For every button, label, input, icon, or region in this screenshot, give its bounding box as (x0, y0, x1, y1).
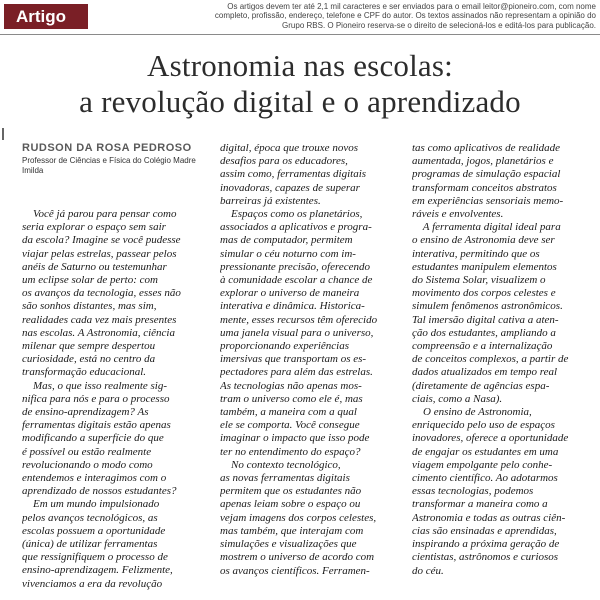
article-text-line: são sonhos distantes, mas sim, (22, 300, 157, 313)
article-text-line: inovadores, oferece a oportunidade (412, 432, 569, 445)
article-text-line: permitem que os estudantes não (220, 485, 362, 498)
article-text-line: ter no entendimento do espaço? (220, 445, 361, 458)
article-text-line: ráveis e envolventes. (412, 208, 504, 221)
article-text-line: Espaços como os planetários, (220, 208, 363, 221)
article-text-line: as novas ferramentas digitais (220, 472, 350, 485)
article-text-line: que ressignifiquem o processo de (22, 551, 168, 564)
article-text-line: explorar o universo de maneira (220, 287, 360, 300)
author-role (22, 156, 218, 176)
submission-note-line: Os artigos devem ter até 2,1 mil caracteres e ser enviados para o email leitor@pioneiro.com, com nome (227, 2, 596, 11)
article-text-line: os avanços científicos. Ferramen- (220, 564, 370, 577)
article-text-line: anéis de Saturno ou testemunhar (22, 260, 167, 273)
article-text-line: entendemos e interagimos com o (22, 472, 167, 485)
article-text-line: imersivas que transportam os es- (220, 353, 367, 366)
article-text-line: mostrem o universo de acordo com (220, 551, 375, 564)
article-text-line: da escola? Imagine se você pudesse (22, 234, 181, 247)
article-text-line: ciais, como a Nasa). (412, 392, 503, 405)
article-text-line: ferramentas digitais estão apenas (22, 419, 171, 432)
article-text-line: de conceitos complexos, a partir de (412, 353, 569, 366)
article-text-line: Mas, o que isso realmente sig- (22, 379, 168, 392)
article-text-line: transformar a maneira como a (412, 498, 548, 511)
article-text-line: barreiras já existentes. (220, 194, 321, 207)
article-text-line: em experiências sensoriais memo- (412, 194, 564, 207)
submission-note (196, 2, 596, 30)
article-text-line: escolas possuem a oportunidade (22, 524, 166, 537)
article-text-line: milenar que sempre despertou (22, 340, 156, 353)
article-text-line: pelos avanços tecnológicos, as (22, 511, 158, 524)
article-text-line: modificando a superfície do que (22, 432, 164, 445)
article-text-line: de ensino-aprendizagem? As (22, 406, 149, 419)
column-marker (2, 128, 6, 140)
article-text-line: simular o céu noturno com im- (220, 247, 356, 260)
article-text-line: mente, esses recursos têm oferecido (220, 313, 378, 326)
article-text-line: (única) de utilizar ferramentas (22, 538, 158, 551)
article-text-line: nas escolas. A Astronomia, ciência (22, 326, 175, 339)
article-text-line: aumentada, jogos, planetários e (412, 155, 554, 168)
article-text-line: essas tecnologias, podemos (412, 485, 534, 498)
article-text-line: ção dos estudantes, ampliando a (412, 326, 556, 339)
author-role-line: Imilda (22, 166, 44, 175)
article-text-line: aprendizado de nossos estudantes? (22, 485, 177, 498)
author-name: RUDSON DA ROSA PEDROSO (22, 142, 192, 154)
submission-note-line: Grupo RBS. O Pioneiro reserva-se o direito de selecioná-los e editá-los para publicação. (282, 20, 596, 30)
article-text-line: compreensão e a internalização (412, 340, 553, 353)
article-text-line: interativa e dinâmica. Historica- (220, 300, 365, 313)
article-text-line: programas de simulação espacial (412, 168, 561, 181)
page-header (0, 0, 600, 35)
submission-note-line: completo, profissão, endereço, telefone e CPF do autor. Os textos assinados não representam a opinião do (214, 11, 596, 21)
article-text-line: curiosidade, está no centro da (22, 353, 156, 366)
article-text-line: simulem fenômenos astronômicos. (412, 300, 563, 313)
article-text-line: enriquecido pelo uso de espaços (412, 419, 555, 432)
article-text-line: cientistas, astrônomos e curiosos (412, 551, 559, 564)
article-text-line: A ferramenta digital ideal para (412, 221, 561, 234)
article-text-line: associados a aplicativos e progra- (220, 221, 372, 234)
article-text-line: cimento científico. Ao adotarmos (412, 472, 558, 485)
article-text-line: tas como aplicativos de realidade (412, 142, 561, 154)
article-text-line: cias são ensinadas e aprendidas, (412, 524, 557, 537)
article-text-line: ele se comporta. Você consegue (220, 419, 360, 432)
article-text-line: pectadores para além das estrelas. (220, 366, 373, 379)
author-role-line: Professor de Ciências e Física do Colégio Madre (22, 156, 196, 165)
article-text-line: de engajar os estudantes em uma (412, 445, 559, 458)
section-tag: Artigo (4, 4, 88, 29)
article-column-3 (412, 142, 600, 578)
article-text-line: seria explorar o espaço sem sair (22, 221, 166, 234)
article-text-line: é possível ou estão realmente (22, 445, 152, 458)
article-text-line: Você já parou para pensar como (22, 208, 177, 220)
article-text-line: tram o universo como ele é, mas (220, 392, 363, 405)
article-text-line: imaginar o impacto que isso pode (220, 432, 370, 445)
article-text-line: Astronomia e todas as outras ciên- (412, 511, 566, 524)
article-title-line: Astronomia nas escolas: (147, 48, 453, 83)
article-text-line: No contexto tecnológico, (220, 458, 341, 471)
article-text-line: Em um mundo impulsionado (22, 498, 160, 511)
byline (22, 142, 218, 176)
article-title-line: a revolução digital e o aprendizado (79, 84, 521, 119)
article-text-line: interativa, permitindo que os (412, 247, 540, 260)
article-text-line: simulações e visualizações que (220, 538, 357, 551)
article-text-line: dados atualizados em tempo real (412, 366, 558, 379)
article-title (0, 48, 600, 120)
article-text-line: mas também, que interajam com (220, 524, 364, 537)
article-text-line: ensino-aprendizagem. Felizmente, (22, 564, 173, 577)
article-text-line: movimento dos corpos celestes e (412, 287, 556, 300)
article-text-line: Tal imersão digital cativa a aten- (412, 313, 559, 326)
article-text-line: os avanços da tecnologia, esses não (22, 287, 181, 300)
article-text-line: apenas leiam sobre o espaço ou (220, 498, 361, 511)
article-text-line: inspirando a próxima geração de (412, 538, 560, 551)
article-column-2 (220, 142, 406, 578)
article-text-line: também, a maneira com a qual (220, 406, 357, 419)
article-text-line: um eclipse solar de perto: com (22, 274, 158, 287)
article-text-line: pressionante precisão, oferecendo (220, 260, 370, 273)
article-text-line: vivenciamos a era da revolução (22, 577, 163, 590)
article-text-line: vejam imagens dos corpos celestes, (220, 511, 377, 524)
article-text-line: do céu. (412, 564, 444, 577)
article-text-line: As tecnologias não apenas mos- (220, 379, 362, 392)
article-text-line: assim como, ferramentas digitais (220, 168, 367, 181)
article-text-line: transformação educacional. (22, 366, 147, 379)
article-text-line: realidades cada vez mais presentes (22, 313, 177, 326)
article-text-line: digital, época que trouxe novos (220, 142, 358, 154)
article-text-line: proporcionando experiências (220, 340, 350, 353)
article-text-line: desafios para os educadores, (220, 155, 348, 168)
article-text-line: viagem empolgante pelo conhe- (412, 458, 553, 471)
article-text-line: estudantes manipulem elementos (412, 260, 557, 273)
article-text-line: uma janela visual para o universo, (220, 326, 374, 339)
article-text-line: o ensino de Astronomia deve ser (412, 234, 555, 247)
article-text-line: inovadoras, capazes de superar (220, 181, 360, 194)
article-text-line: transformam conceitos abstratos (412, 181, 557, 194)
article-text-line: viajar pelas estrelas, passear pelos (22, 247, 177, 260)
article-text-line: mas de computador, permitem (220, 234, 353, 247)
article-column-1 (22, 208, 218, 591)
article-text-line: à comunidade escolar a chance de (220, 274, 373, 287)
article-text-line: (diretamente de agências espa- (412, 379, 550, 392)
article-text-line: nifica para nós e para o processo (22, 392, 170, 405)
article-text-line: revolucionando o modo como (22, 458, 153, 471)
article-text-line: O ensino de Astronomia, (412, 406, 532, 419)
article-text-line: do Sistema Solar, visualizem o (412, 274, 546, 287)
